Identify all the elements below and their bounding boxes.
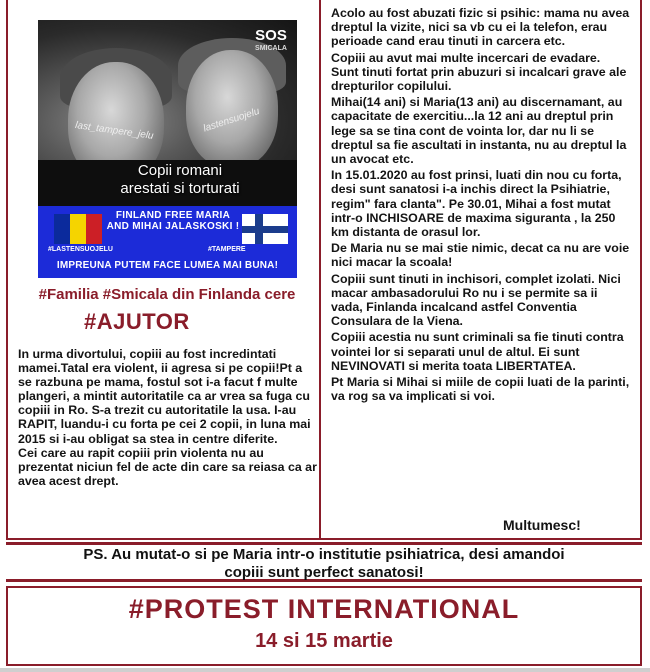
finland-flag-icon [242,214,288,244]
left-body [18,347,318,488]
romania-flag-icon [54,214,102,244]
family-heading: #Familia #Smicala din Finlanda cere [38,286,296,303]
photo-caption [100,162,260,198]
ps-line-2: copiii sunt perfect sanatosi! [224,564,424,581]
caption-line-2: arestati si torturati [120,180,240,197]
right-paragraph-4: In 15.01.2020 au fost prinsi, luati din nou cu forta, desi sunt sanatosi i-a inchis direct la Psihiatrie, regim" fara clanta". Pe 30.01, Mihai a fost mutat intr-o INCHISOARE de maxima siguranta , la 250 km distanta de orasul lor. [331,168,622,240]
right-paragraph-8: Pt Maria si Mihai si miile de copii luati de la parinti, va rog sa va implicati si voi. [331,375,630,404]
thanks-text: Multumesc! [503,517,581,533]
right-paragraph-5: De Maria nu se mai stie nimic, decat ca nu are voie nici macar la scoala! [331,241,630,270]
children-photo [38,20,297,278]
right-paragraph-3: Mihai(14 ani) si Maria(13 ani) au discernamant, au capacitate de exercitiu...la 12 ani au dreptul prin lege sa se tina cont de vointa lor, dar nu li se dreptul sa fie ascultati in instanta, nu au dreptul la un avocat etc. [331,95,627,167]
sos-smicala-logo [250,28,292,60]
caption-line-1: Copii romani [137,162,223,179]
bottom-rule [0,668,650,672]
blue-banner [38,206,297,278]
right-paragraph-1: Acolo au fost abuzati fizic si psihic: mama nu avea dreptul la vizite, nici sa vb cu ei la telefon, erau perioade cand erau tinuti in carcera etc. [331,6,630,49]
protest-date: 14 si 15 martie [255,630,393,652]
watermark-tag-left: last_tampere_jelu [74,120,155,142]
banner-hashtag-right: #TAMPERE [208,246,246,253]
right-body [331,6,631,405]
right-paragraph-7: Copiii acestia nu sunt criminali sa fie tinuti contra vointei lor si separati unul de altul. Ei sunt NEVINOVATI si merita toata LIBERTATEA. [331,330,624,373]
logo-main-text: SOS [255,27,287,44]
protest-box [6,586,642,666]
boy-face [186,50,278,168]
protest-title: #PROTEST INTERNATIONAL [128,594,520,624]
right-paragraph-2: Copiii au avut mai multe incercari de evadare. Sunt tinuti fortat prin abuzuri si incalcari grave ale drepturilor copilului. [331,50,627,94]
ajutor-heading: #AJUTOR [84,309,190,334]
column-divider [319,0,321,538]
banner-title: FINLAND FREE MARIA AND MIHAI JALASKOSKI ! [106,210,240,232]
ps-note [6,542,642,582]
right-paragraph-6: Copiii sunt tinuti in inchisori, complet izolati. Nici macar ambasadorului Ro nu i se permite sa ii vada, Finlanda incalcand astfel Conventia Consulara de la Viena. [331,271,621,329]
banner-motto: IMPREUNA PUTEM FACE LUMEA MAI BUNA! [56,260,279,271]
left-paragraph-1: In urma divortului, copiii au fost incredintati mamei.Tatal era violent, ii agresa si pe copii!Pt a se razbuna pe mama, fostul sot i-a facut f multe plangeri, a mintit autoritatile ca ar vrea sa fuga cu copiii in Ro. S-a trezit cu autoritatile la usa. I-au RAPIT, luandu-i cu forta pe cei 2 copii, in luna mai 2015 si i-au obligat sa stea in centre diferite. [18,347,311,446]
watermark-tag-right: lastensuojelu [202,105,261,135]
left-paragraph-2: Cei care au rapit copiii prin violenta nu au prezentat niciun fel de acte din care sa reiasa ca ar avea acest drept. [18,445,317,488]
ps-line-1: PS. Au mutat-o si pe Maria intr-o institutie psihiatrica, desi amandoi [83,546,565,563]
logo-sub-text: SMICALA [255,45,287,52]
banner-hashtag-left: #LASTENSUOJELU [48,246,113,253]
